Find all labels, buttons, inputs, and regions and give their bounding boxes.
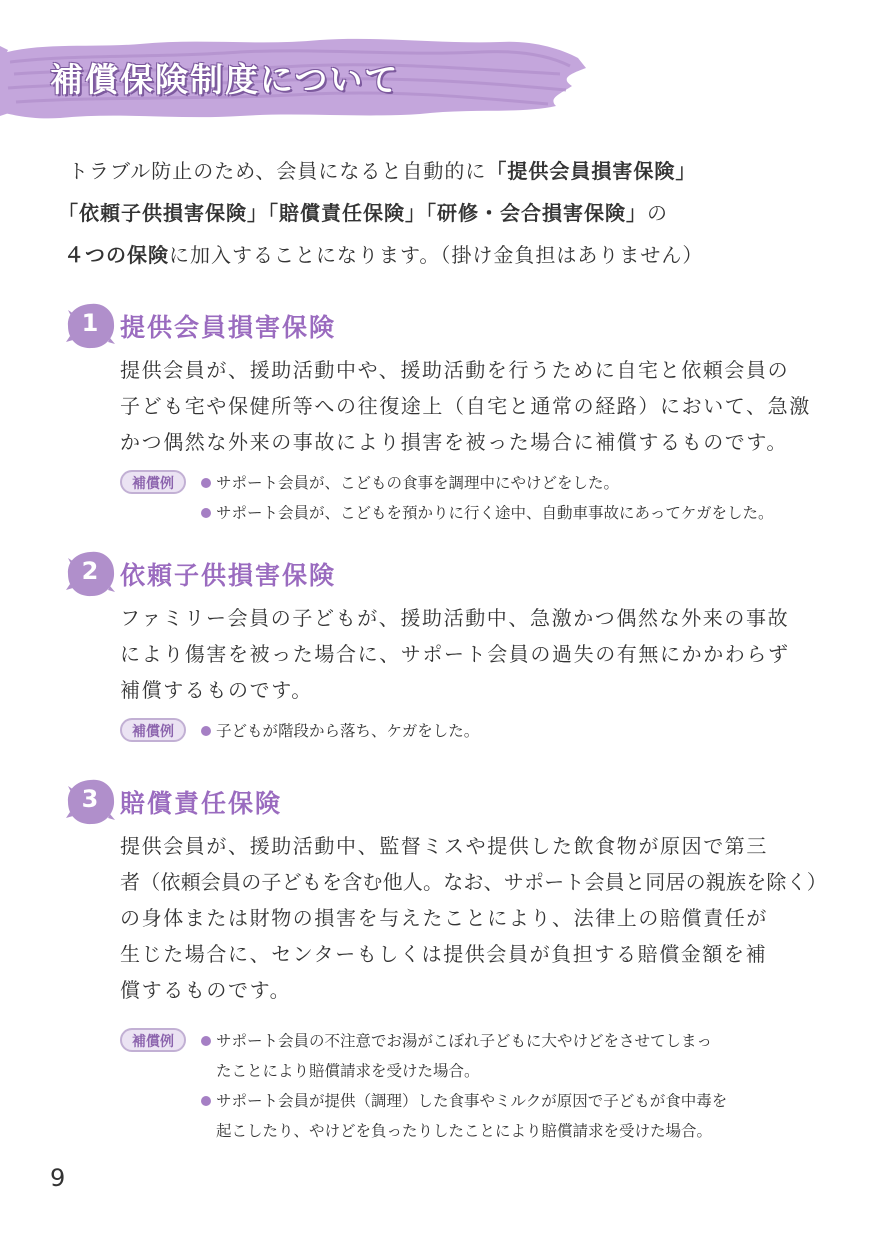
intro-emphasis: 「提供会員損害保険」 <box>486 159 697 183</box>
body-line: 子ども宅や保健所等への往復途上（自宅と通常の経路）において、急激 <box>120 394 811 418</box>
examples-block <box>120 1026 860 1146</box>
bullet-icon <box>201 1036 211 1046</box>
section-number: 2 <box>81 557 99 585</box>
example-text: 子どもが階段から落ち、ケガをした。 <box>216 722 480 740</box>
section-heading <box>0 302 875 346</box>
intro-paragraph <box>58 150 818 276</box>
example-item <box>200 468 860 498</box>
examples-block <box>120 468 860 528</box>
section-body <box>120 600 840 708</box>
section-body <box>120 828 840 1008</box>
intro-emphasis: 「依頼子供損害保険」「賠償責任保険」「研修・会合損害保険」 <box>58 201 647 225</box>
example-item <box>200 1026 860 1086</box>
intro-emphasis: ４つの保険 <box>64 243 169 267</box>
section-number: 3 <box>81 785 99 813</box>
intro-text: トラブル防止のため、会員になると自動的に <box>68 159 487 183</box>
number-badge <box>66 778 116 826</box>
body-line: 者（依頼会員の子どもを含む他人。なお、サポート会員と同居の親族を除く） <box>120 870 827 894</box>
number-badge <box>66 302 116 350</box>
section-title: 賠償責任保険 <box>120 789 283 818</box>
section-title: 依頼子供損害保険 <box>120 561 337 590</box>
example-text: サポート会員が提供（調理）した食事やミルクが原因で子どもが食中毒を <box>216 1092 728 1110</box>
example-item <box>200 716 860 746</box>
section-heading <box>0 778 875 822</box>
example-item <box>200 1086 860 1146</box>
example-text: サポート会員の不注意でお湯がこぼれ子どもに大やけどをさせてしまっ <box>216 1032 713 1050</box>
body-line: 提供会員が、援助活動中や、援助活動を行うために自宅と依頼会員の <box>120 358 790 382</box>
example-text: 起こしたり、やけどを負ったりしたことにより賠償請求を受けた場合。 <box>216 1122 713 1140</box>
body-line: ファミリー会員の子どもが、援助活動中、急激かつ偶然な外来の事故 <box>120 606 790 630</box>
header-banner <box>0 28 590 120</box>
bullet-icon <box>201 508 211 518</box>
example-text: サポート会員が、こどもの食事を調理中にやけどをした。 <box>216 474 620 492</box>
intro-line <box>58 150 818 192</box>
section-title: 提供会員損害保険 <box>120 313 337 342</box>
bullet-icon <box>201 726 211 736</box>
body-line: 生じた場合に、センターもしくは提供会員が負担する賠償金額を補 <box>120 942 768 966</box>
page-title: 補償保険制度について <box>50 60 400 99</box>
examples-block <box>120 716 860 746</box>
body-line: 補償するものです。 <box>120 678 313 702</box>
intro-text: の <box>647 201 668 225</box>
example-text: たことにより賠償請求を受けた場合。 <box>216 1062 480 1080</box>
intro-text: に加入することになります。（掛け金負担はありません） <box>169 243 704 267</box>
intro-line <box>58 192 818 234</box>
example-label-badge: 補償例 <box>120 470 186 494</box>
intro-line <box>58 234 818 276</box>
section-liability-insurance <box>0 778 875 1146</box>
example-label-badge: 補償例 <box>120 1028 186 1052</box>
example-text: サポート会員が、こどもを預かりに行く途中、自動車事故にあってケガをした。 <box>216 504 774 522</box>
example-label-badge: 補償例 <box>120 718 186 742</box>
section-provider-insurance <box>0 302 875 528</box>
body-line: 償するものです。 <box>120 978 292 1002</box>
body-line: かつ偶然な外来の事故により損害を被った場合に補償するものです。 <box>120 430 788 454</box>
bullet-icon <box>201 478 211 488</box>
body-line: により傷害を被った場合に、サポート会員の過失の有無にかかわらず <box>120 642 790 666</box>
body-line: 提供会員が、援助活動中、監督ミスや提供した飲食物が原因で第三 <box>120 834 768 858</box>
number-badge <box>66 550 116 598</box>
section-child-insurance <box>0 550 875 746</box>
section-heading <box>0 550 875 594</box>
bullet-icon <box>201 1096 211 1106</box>
page-number: 9 <box>50 1164 66 1192</box>
section-number: 1 <box>81 309 99 337</box>
example-item <box>200 498 860 528</box>
body-line: の身体または財物の損害を与えたことにより、法律上の賠償責任が <box>120 906 768 930</box>
section-body <box>120 352 840 460</box>
